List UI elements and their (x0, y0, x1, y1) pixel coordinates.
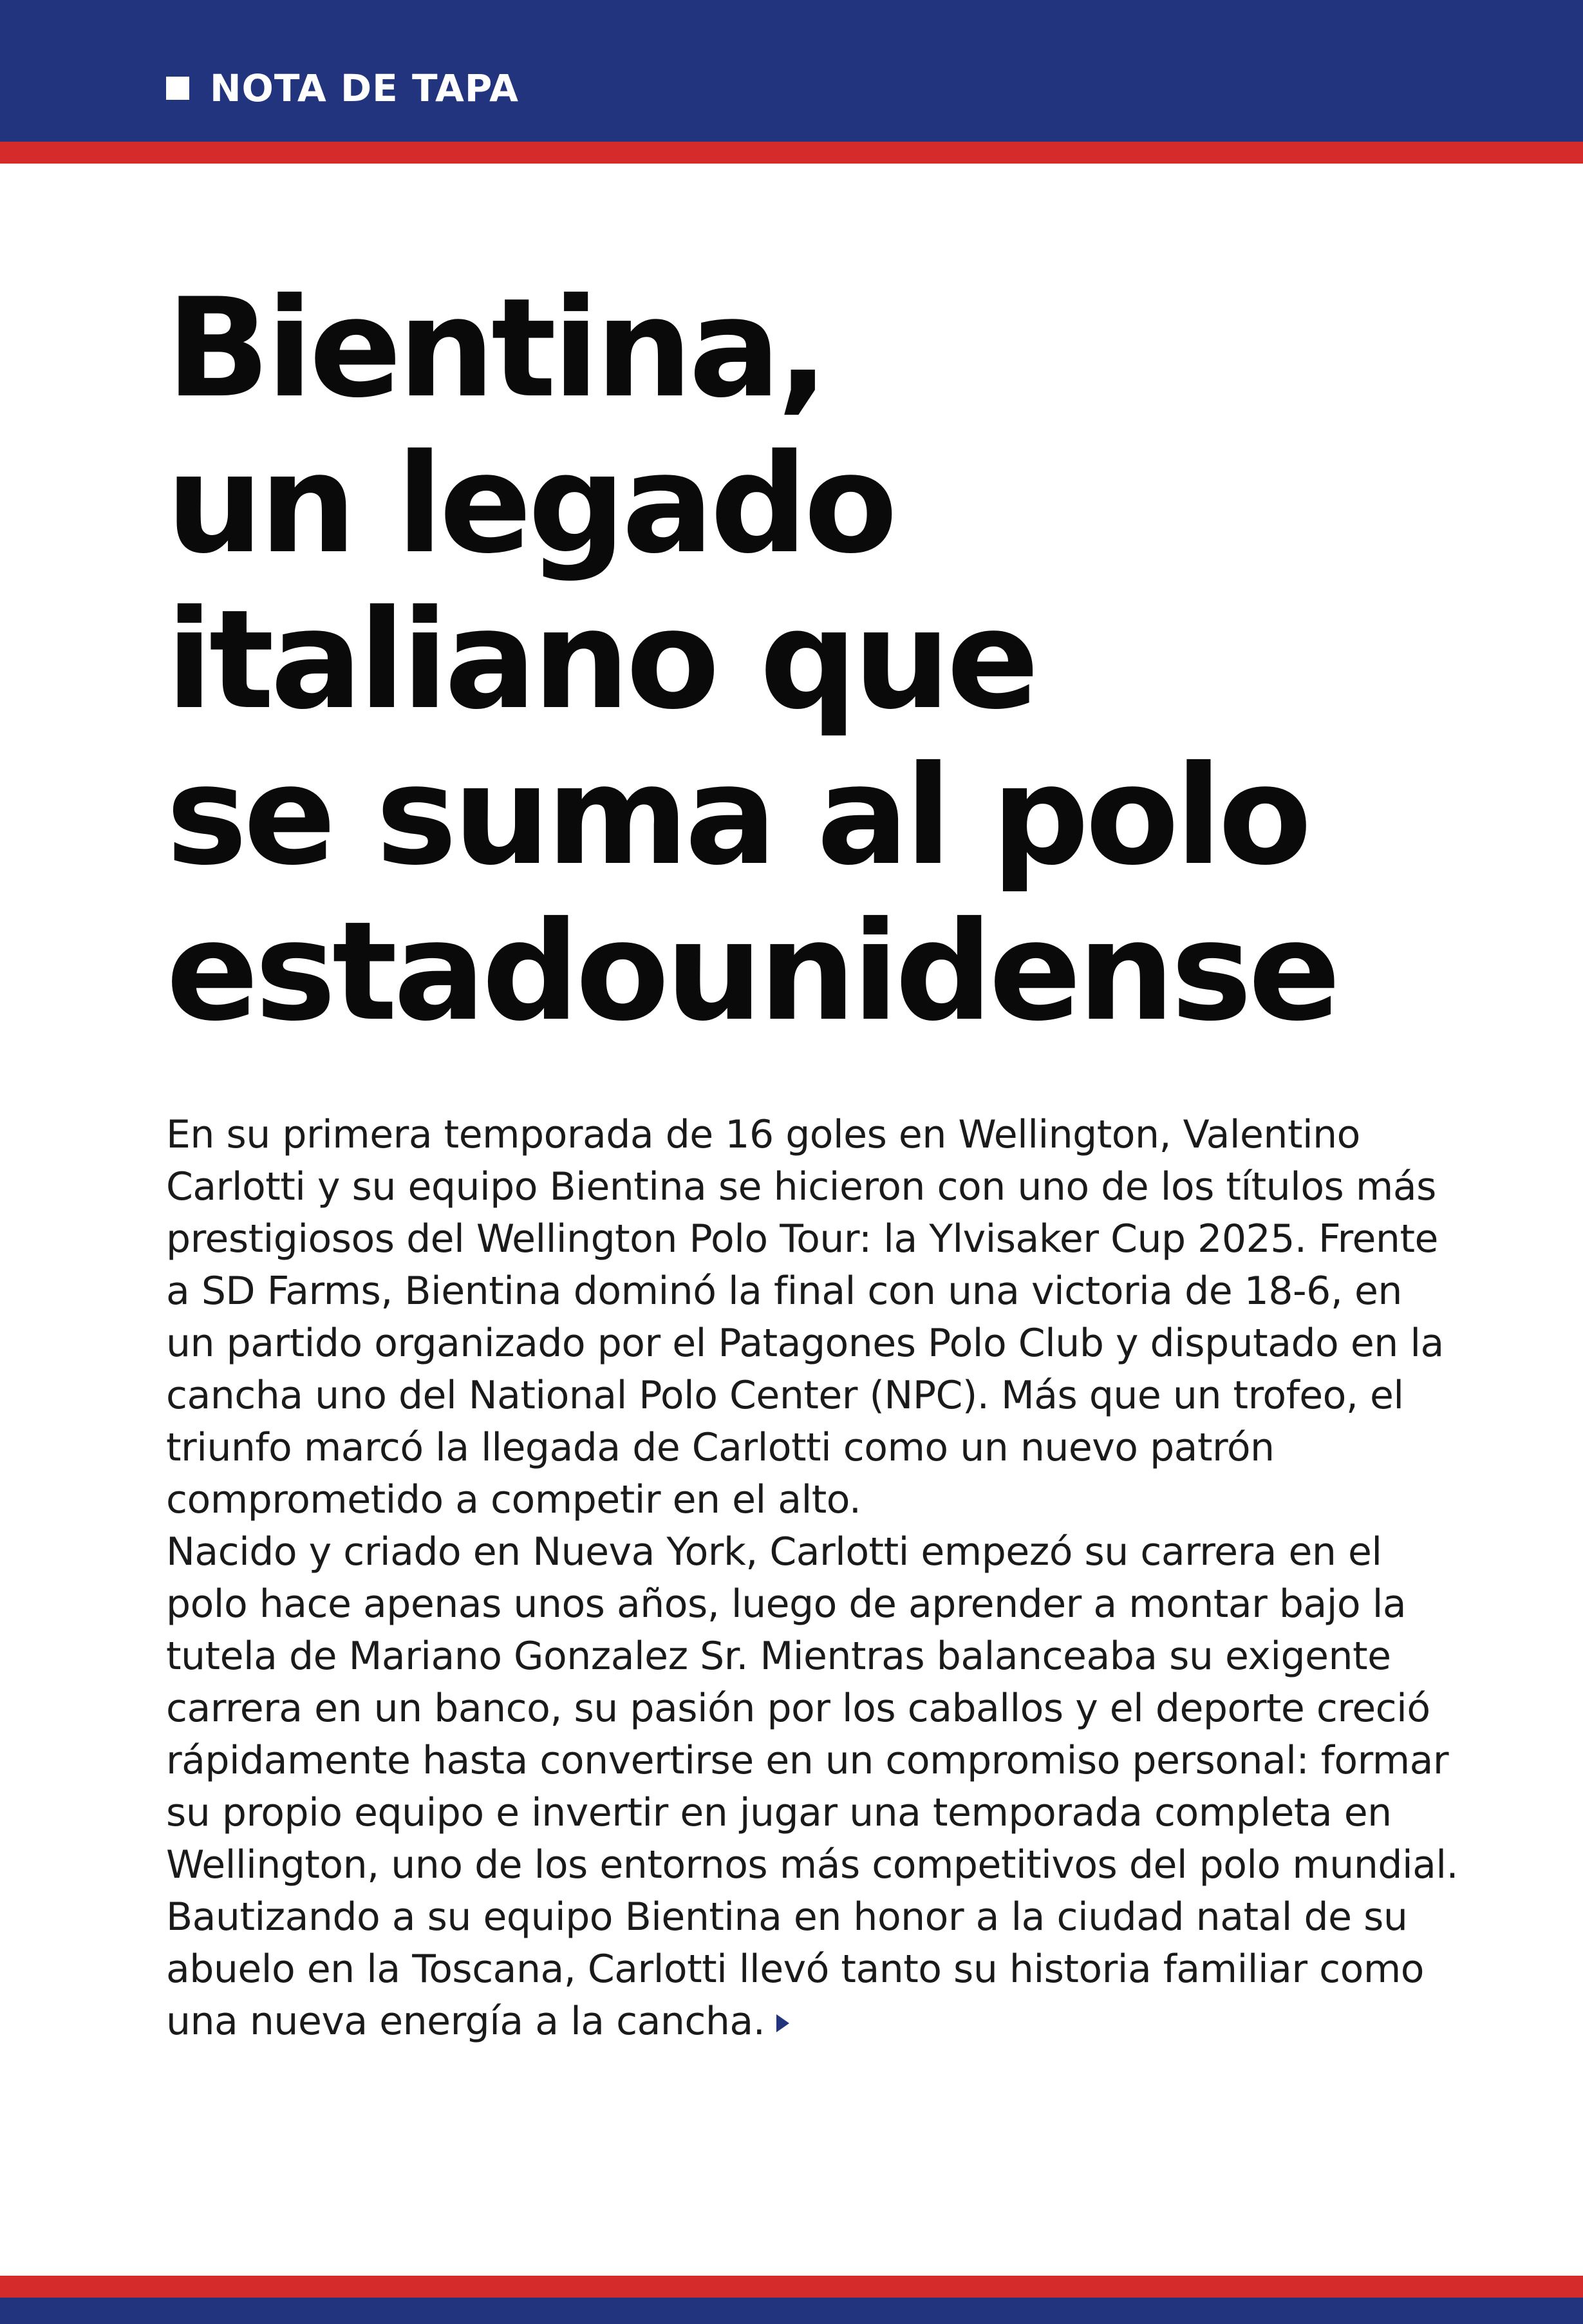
headline-line: un legado (166, 424, 894, 583)
headline-line: estadounidense (166, 892, 1337, 1051)
body-paragraph-text: Nacido y criado en Nueva York, Carlotti empezó su carrera en el polo hace apenas unos años, luego de aprender a montar bajo la tutela de Mariano Gonzalez Sr. Mientras balanceaba su exigente carrera en un banco, su pasión por los caballos y el deporte creció rápidamente hasta convertirse en un compromiso personal: formar su propio equipo e invertir en jugar una temporada completa en Wellington, uno de los entornos más competitivos del polo mundial. Bautizando a su equipo Bientina en honor a la ciudad natal de su abuelo en la Toscana, Carlotti llevó tanto su historia familiar como una nueva energía a la cancha. (166, 1529, 1459, 2044)
header-red-stripe (0, 142, 1583, 164)
article-headline (166, 270, 1486, 1050)
headline-line: se suma al polo (166, 736, 1308, 895)
body-paragraph-last (166, 1526, 1460, 2048)
section-label-text: NOTA DE TAPA (210, 66, 519, 110)
article-body (166, 1109, 1460, 2048)
triangle-right-icon (776, 2014, 789, 2032)
body-paragraph: En su primera temporada de 16 goles en Wellington, Valentino Carlotti y su equipo Bientina se hicieron con uno de los títulos más prestigiosos del Wellington Polo Tour: la Ylvisaker Cup 2025. Frente a SD Farms, Bientina dominó la final con una victoria de 18-6, en un partido organizado por el Patagones Polo Club y disputado en la cancha uno del National Polo Center (NPC). Más que un trofeo, el triunfo marcó la llegada de Carlotti como un nuevo patrón comprometido a competir en el alto. (166, 1112, 1444, 1522)
headline-line: italiano que (166, 580, 1036, 739)
headline-line: Bientina, (166, 269, 825, 428)
footer-red-stripe (0, 2276, 1583, 2298)
footer-band (0, 2298, 1583, 2324)
section-label (166, 66, 519, 110)
header-band (0, 0, 1583, 142)
square-bullet-icon (166, 77, 189, 100)
